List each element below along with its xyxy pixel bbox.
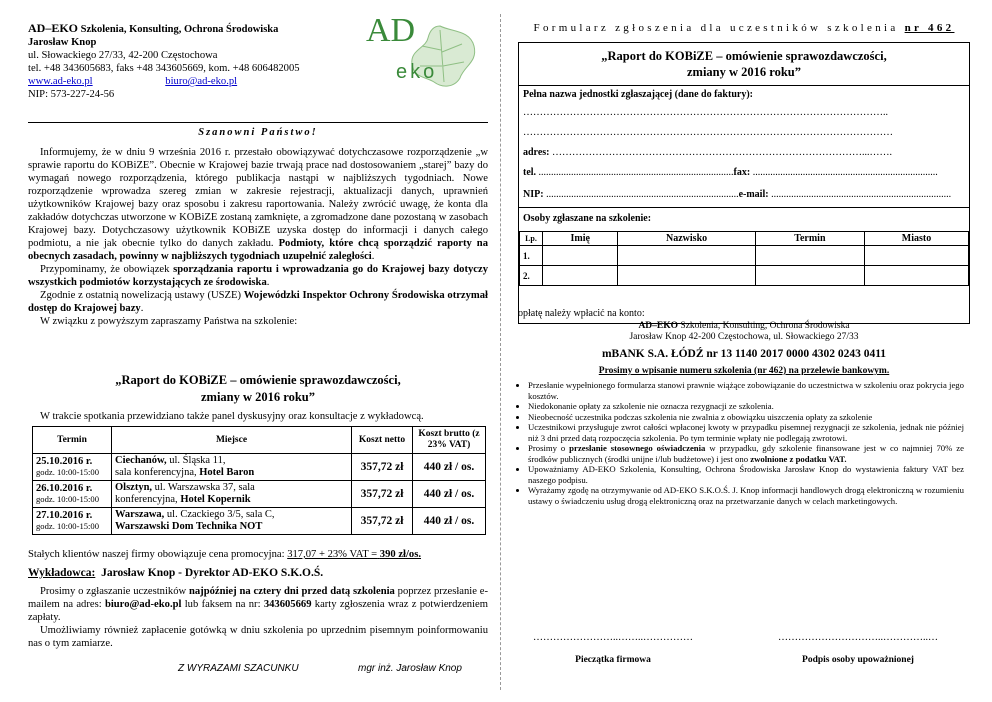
company-address: ul. Słowackiego 27/33, 42-200 Częstochowa (28, 50, 218, 61)
course-title: „Raport do KOBiZE – omówienie sprawozdawczości, zmiany w 2016 roku” (115, 373, 401, 404)
header-divider (28, 122, 488, 123)
participants-label: Osoby zgłaszane na szkolenie: (523, 213, 652, 224)
org-input-line-2[interactable]: ………………………………………………………………………………………………… (523, 127, 893, 138)
schedule-row: 25.10.2016 r. godz. 10:00-15:00 Ciechanów, ul. Śląska 11, sala konferencyjna, Hotel Baron 357,72 zł 440 zł / os. (33, 454, 486, 481)
logo-eko-text: eko (396, 61, 438, 83)
term-item: • Prosimy o przesłanie stosownego oświadczenia w przypadku, gdy szkolenie finansowane jest w co najmniej 70% ze środków publicznych (środki unijne i/lub budżetowe) i jest ono zwolnione z podatku VAT. (528, 443, 964, 464)
tel-fax-field[interactable]: tel. ..............................................................................fax: .......................................................................... (523, 167, 938, 178)
company-person: Jarosław Knop (28, 37, 97, 48)
form-column (518, 22, 970, 682)
nip-email-field[interactable]: NIP: .............................................................................e-mail: ........................................................................ (523, 189, 952, 200)
last-name-cell[interactable] (618, 246, 755, 266)
schedule-row: 27.10.2016 r. godz. 10:00-15:00 Warszawa, ul. Czackiego 3/5, sala C, Warszawski Dom Technika NOT 357,72 zł 440 zł / os. (33, 508, 486, 535)
date-cell[interactable] (755, 266, 864, 286)
payment-address: AD–EKO Szkolenia, Konsulting, Ochrona Środowiska Jarosław Knop 42-200 Częstochowa, ul. Słowackiego 27/33 (629, 321, 859, 342)
stamp-area: ……………………..……..…………… Pieczątka firmowa (533, 632, 693, 665)
schedule-header: Termin Miejsce Koszt netto Koszt brutto (z 23% VAT) (33, 427, 486, 454)
column-divider (500, 14, 501, 690)
address-field[interactable]: adres: …………………………………………………………………………………...……. (523, 147, 892, 158)
email-link[interactable]: biuro@ad-eko.pl (165, 76, 238, 87)
signature: mgr inż. Jarosław Knop (358, 663, 462, 674)
paragraph-invite: W związku z powyższym zapraszamy Państwa na szkolenie: (40, 316, 298, 327)
paragraph-usze: Zgodnie z ostatnią nowelizacją ustawy (USZE) Wojewódzki Inspektor Ochrony Środowiska otrzymał dostęp do Krajowej bazy. (28, 290, 488, 314)
date-cell[interactable] (755, 246, 864, 266)
paragraph-intro: Informujemy, że w dniu 9 września 2016 r. przestało obowiązywać dotychczasowe rozporządzenie „w sprawie raportu do KOBiZE”. Obecnie w Krajowej bazie trwają prace nad dostosowaniem „starej” bazy do wymagań nowego rozporządzenia, którego publikacja nastąpi w najbliższych tygodniach. Nowe rozporządzenie wprowadza szereg zmian w zakresie rejestracji, aktualizacji danych, uprawnień użytkowników Krajowej bazy oraz sposobu i zakresu raportowania. Należy zwrócić uwagę, że konta dla zakładów dotychczas utworzone w KOBiZE zostaną zamknięte, a zgromadzone dane pozostaną w zasobach Krajowej bazy. Dotychczasowy użytkownik KOBiZE uzyska dostęp do informacji i danych całego podmiotu, a nie jak obecnie tylko do danych zakładu. Podmioty, które chcą sporządzić raporty na obecnych zasadach, powinny w najbliższych tygodniach uzupełnić zaległości. (28, 147, 488, 262)
form-title: Formularz zgłoszenia dla uczestników szkolenia nr 462 (533, 22, 955, 34)
company-phones: tel. +48 343605683, faks +48 343605669, kom. +48 606482005 (28, 63, 300, 74)
participant-row[interactable]: 2. (520, 266, 969, 286)
last-name-cell[interactable] (618, 266, 755, 286)
company-logo (362, 12, 482, 106)
panel-note: W trakcie spotkania przewidziano także panel dyskusyjny oraz konsultacje z wykładowcą. (40, 411, 424, 422)
greeting: Szanowni Państwo! (198, 127, 318, 138)
company-nip: NIP: 573-227-24-56 (28, 89, 115, 100)
term-item: • Uczestnikowi przysługuje zwrot całości wpłaconej kwoty w przypadku pisemnej rezygnacji ze szkolenia, jednak nie później niż 3 dni przed datą rozpoczęcia szkolenia. Po tym terminie wpłaty nie podlegają zwrotowi. (528, 422, 964, 443)
company-header (28, 22, 278, 36)
letter-body (28, 146, 488, 328)
form-course-title: „Raport do KOBiZE – omówienie sprawozdawczości, zmiany w 2016 roku” (601, 49, 887, 79)
website-link[interactable]: www.ad-eko.pl (28, 76, 93, 87)
terms-list (518, 380, 964, 506)
schedule-table (32, 426, 486, 535)
participants-table: Lp. Imię Nazwisko Termin Miasto 1. 2. (519, 231, 969, 286)
company-name-suffix: Szkolenia, Konsulting, Ochrona Środowiska (80, 24, 279, 35)
promo-line: Stałych klientów naszej firmy obowiązuje cena promocyjna: 317,07 + 23% VAT = 390 zł/os. (28, 549, 421, 560)
signature-area: …………………………..…………..… Podpis osoby upoważnionej (778, 632, 938, 665)
logo-ad-text: AD (366, 12, 416, 49)
org-label: Pełna nazwa jednostki zgłaszającej (dane do faktury): (523, 89, 753, 100)
first-name-cell[interactable] (543, 266, 618, 286)
term-item: • Nieobecność uczestnika podczas szkolenia nie zwalnia z obowiązku uiszczenia opłaty za szkolenie (528, 412, 964, 423)
company-name: AD–EKO (28, 21, 79, 35)
city-cell[interactable] (865, 246, 969, 266)
apply-text: Prosimy o zgłaszanie uczestników najpóźniej na cztery dni przed datą szkolenia poprzez przesłanie e-mailem na adres: biuro@ad-eko.pl lub faksem na nr: 343605669 karty zgłoszenia wraz z potwierdzeniem zapłaty. Umożliwiamy również zapłacenie gotówką w dniu szkolenia po uprzednim pisemnym poinformowaniu nas o tym zamiarze. (28, 586, 488, 649)
term-item: • Wyrażamy zgodę na otrzymywanie od AD-EKO S.K.O.Ś. J. Knop informacji handlowych drogą elektroniczną w rozumieniu ustawy o świadczeniu usług drogą elektroniczną oraz na przetwarzanie danych w celach marketingowych. (528, 485, 964, 506)
lecturer-line: Wykładowca: Jarosław Knop - Dyrektor AD-EKO S.K.O.Ś. (28, 567, 324, 579)
term-item: • Upoważniamy AD-EKO Szkolenia, Konsulting, Ochrona Środowiska Jarosław Knop do wystawienia faktury VAT bez naszego podpisu. (528, 464, 964, 485)
paragraph-obligation: Przypominamy, że obowiązek sporządzania raportu i wprowadzania go do Krajowej bazy dotyczy wszystkich podmiotów korzystających ze środowiska. (28, 264, 489, 288)
first-name-cell[interactable] (543, 246, 618, 266)
transfer-note: Prosimy o wpisanie numeru szkolenia (nr 462) na przelewie bankowym. (598, 366, 890, 376)
term-item: • Przesłanie wypełnionego formularza stanowi prawnie wiążące zobowiązanie do uczestnictwa w szkoleniu oraz pokrycia jego kosztów. (528, 380, 964, 401)
closing: Z WYRAZAMI SZACUNKU (178, 663, 299, 674)
participant-row[interactable]: 1. (520, 246, 969, 266)
registration-form (518, 42, 970, 324)
term-item: • Niedokonanie opłaty za szkolenie nie oznacza rezygnacji ze szkolenia. (528, 401, 964, 412)
payment-label: opłatę należy wpłacić na konto: (518, 308, 645, 319)
bank-account: mBANK S.A. ŁÓDŹ nr 13 1140 2017 0000 4302 0243 0411 (601, 348, 887, 360)
org-input-line-1[interactable]: ……………………………………………………………………………………………….. (523, 107, 888, 118)
city-cell[interactable] (865, 266, 969, 286)
letter-column (28, 12, 489, 682)
schedule-row: 26.10.2016 r. godz. 10:00-15:00 Olsztyn, ul. Warszawska 37, sala konferencyjna, Hotel Kopernik 357,72 zł 440 zł / os. (33, 481, 486, 508)
